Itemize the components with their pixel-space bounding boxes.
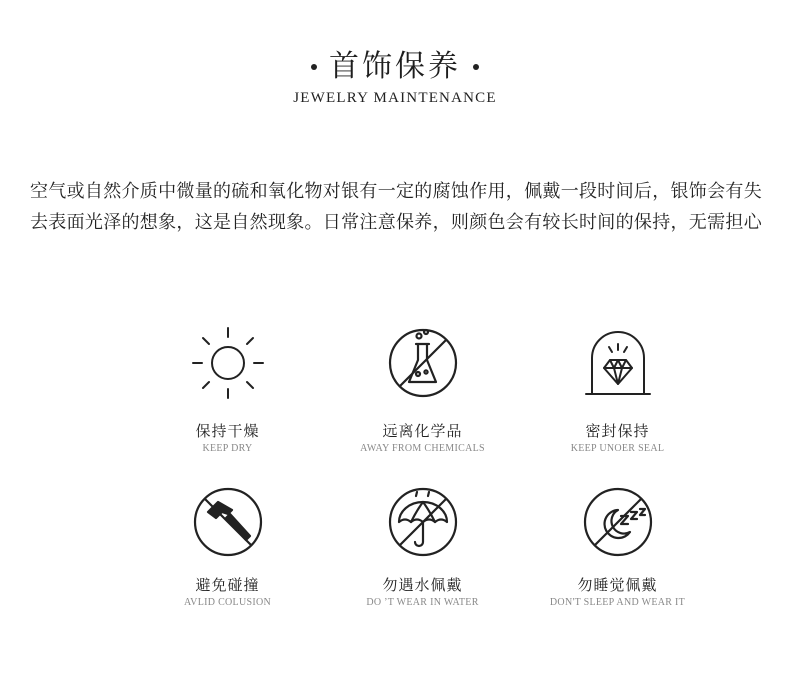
tip-label-en: DON'T SLEEP AND WEAR IT — [549, 597, 686, 608]
no-sleep-moon-icon — [578, 482, 658, 562]
page-title: 首饰保养 — [329, 49, 461, 84]
tip-label-en: KEEP DRY — [202, 443, 253, 454]
no-umbrella-rain-icon — [383, 482, 463, 562]
tip-label-en: AVLID COLUSION — [183, 597, 272, 608]
tip-label-cn: 保持干燥 — [195, 422, 260, 440]
tip-label-en: KEEP UNOER SEAL — [570, 443, 665, 454]
care-tips-grid — [130, 322, 715, 632]
tip-label-cn: 密封保持 — [585, 422, 650, 440]
tip-keep-sealed — [520, 322, 715, 482]
sealed-diamond-icon — [578, 322, 658, 402]
tip-label-cn: 勿遇水佩戴 — [382, 576, 463, 594]
tip-label-en: AWAY FROM CHEMICALS — [360, 443, 485, 454]
no-hammer-icon — [188, 482, 268, 562]
title-row — [0, 40, 790, 86]
tip-away-from-chemicals — [325, 322, 520, 482]
no-chemicals-icon — [383, 322, 463, 402]
tip-no-water — [325, 482, 520, 632]
tip-avoid-collision — [130, 482, 325, 632]
tip-no-sleep — [520, 482, 715, 632]
tip-label-cn: 勿睡觉佩戴 — [577, 576, 658, 594]
right-dot-ornament — [473, 64, 479, 70]
tip-keep-dry — [130, 322, 325, 482]
tip-label-en: DO ’T WEAR IN WATER — [366, 597, 479, 608]
page-subtitle: JEWELRY MAINTENANCE — [293, 90, 497, 106]
intro-paragraph: 空气或自然介质中微量的硫和氧化物对银有一定的腐蚀作用，佩戴一段时间后，银饰会有失去表面光泽的想象，这是自然现象。日常注意保养，则颜色会有较长时间的保持，无需担心 — [30, 181, 762, 233]
tip-label-cn: 避免碰撞 — [195, 576, 260, 594]
tip-label-cn: 远离化学品 — [382, 422, 463, 440]
header — [0, 40, 790, 107]
left-dot-ornament — [311, 64, 317, 70]
sun-icon — [188, 322, 268, 402]
